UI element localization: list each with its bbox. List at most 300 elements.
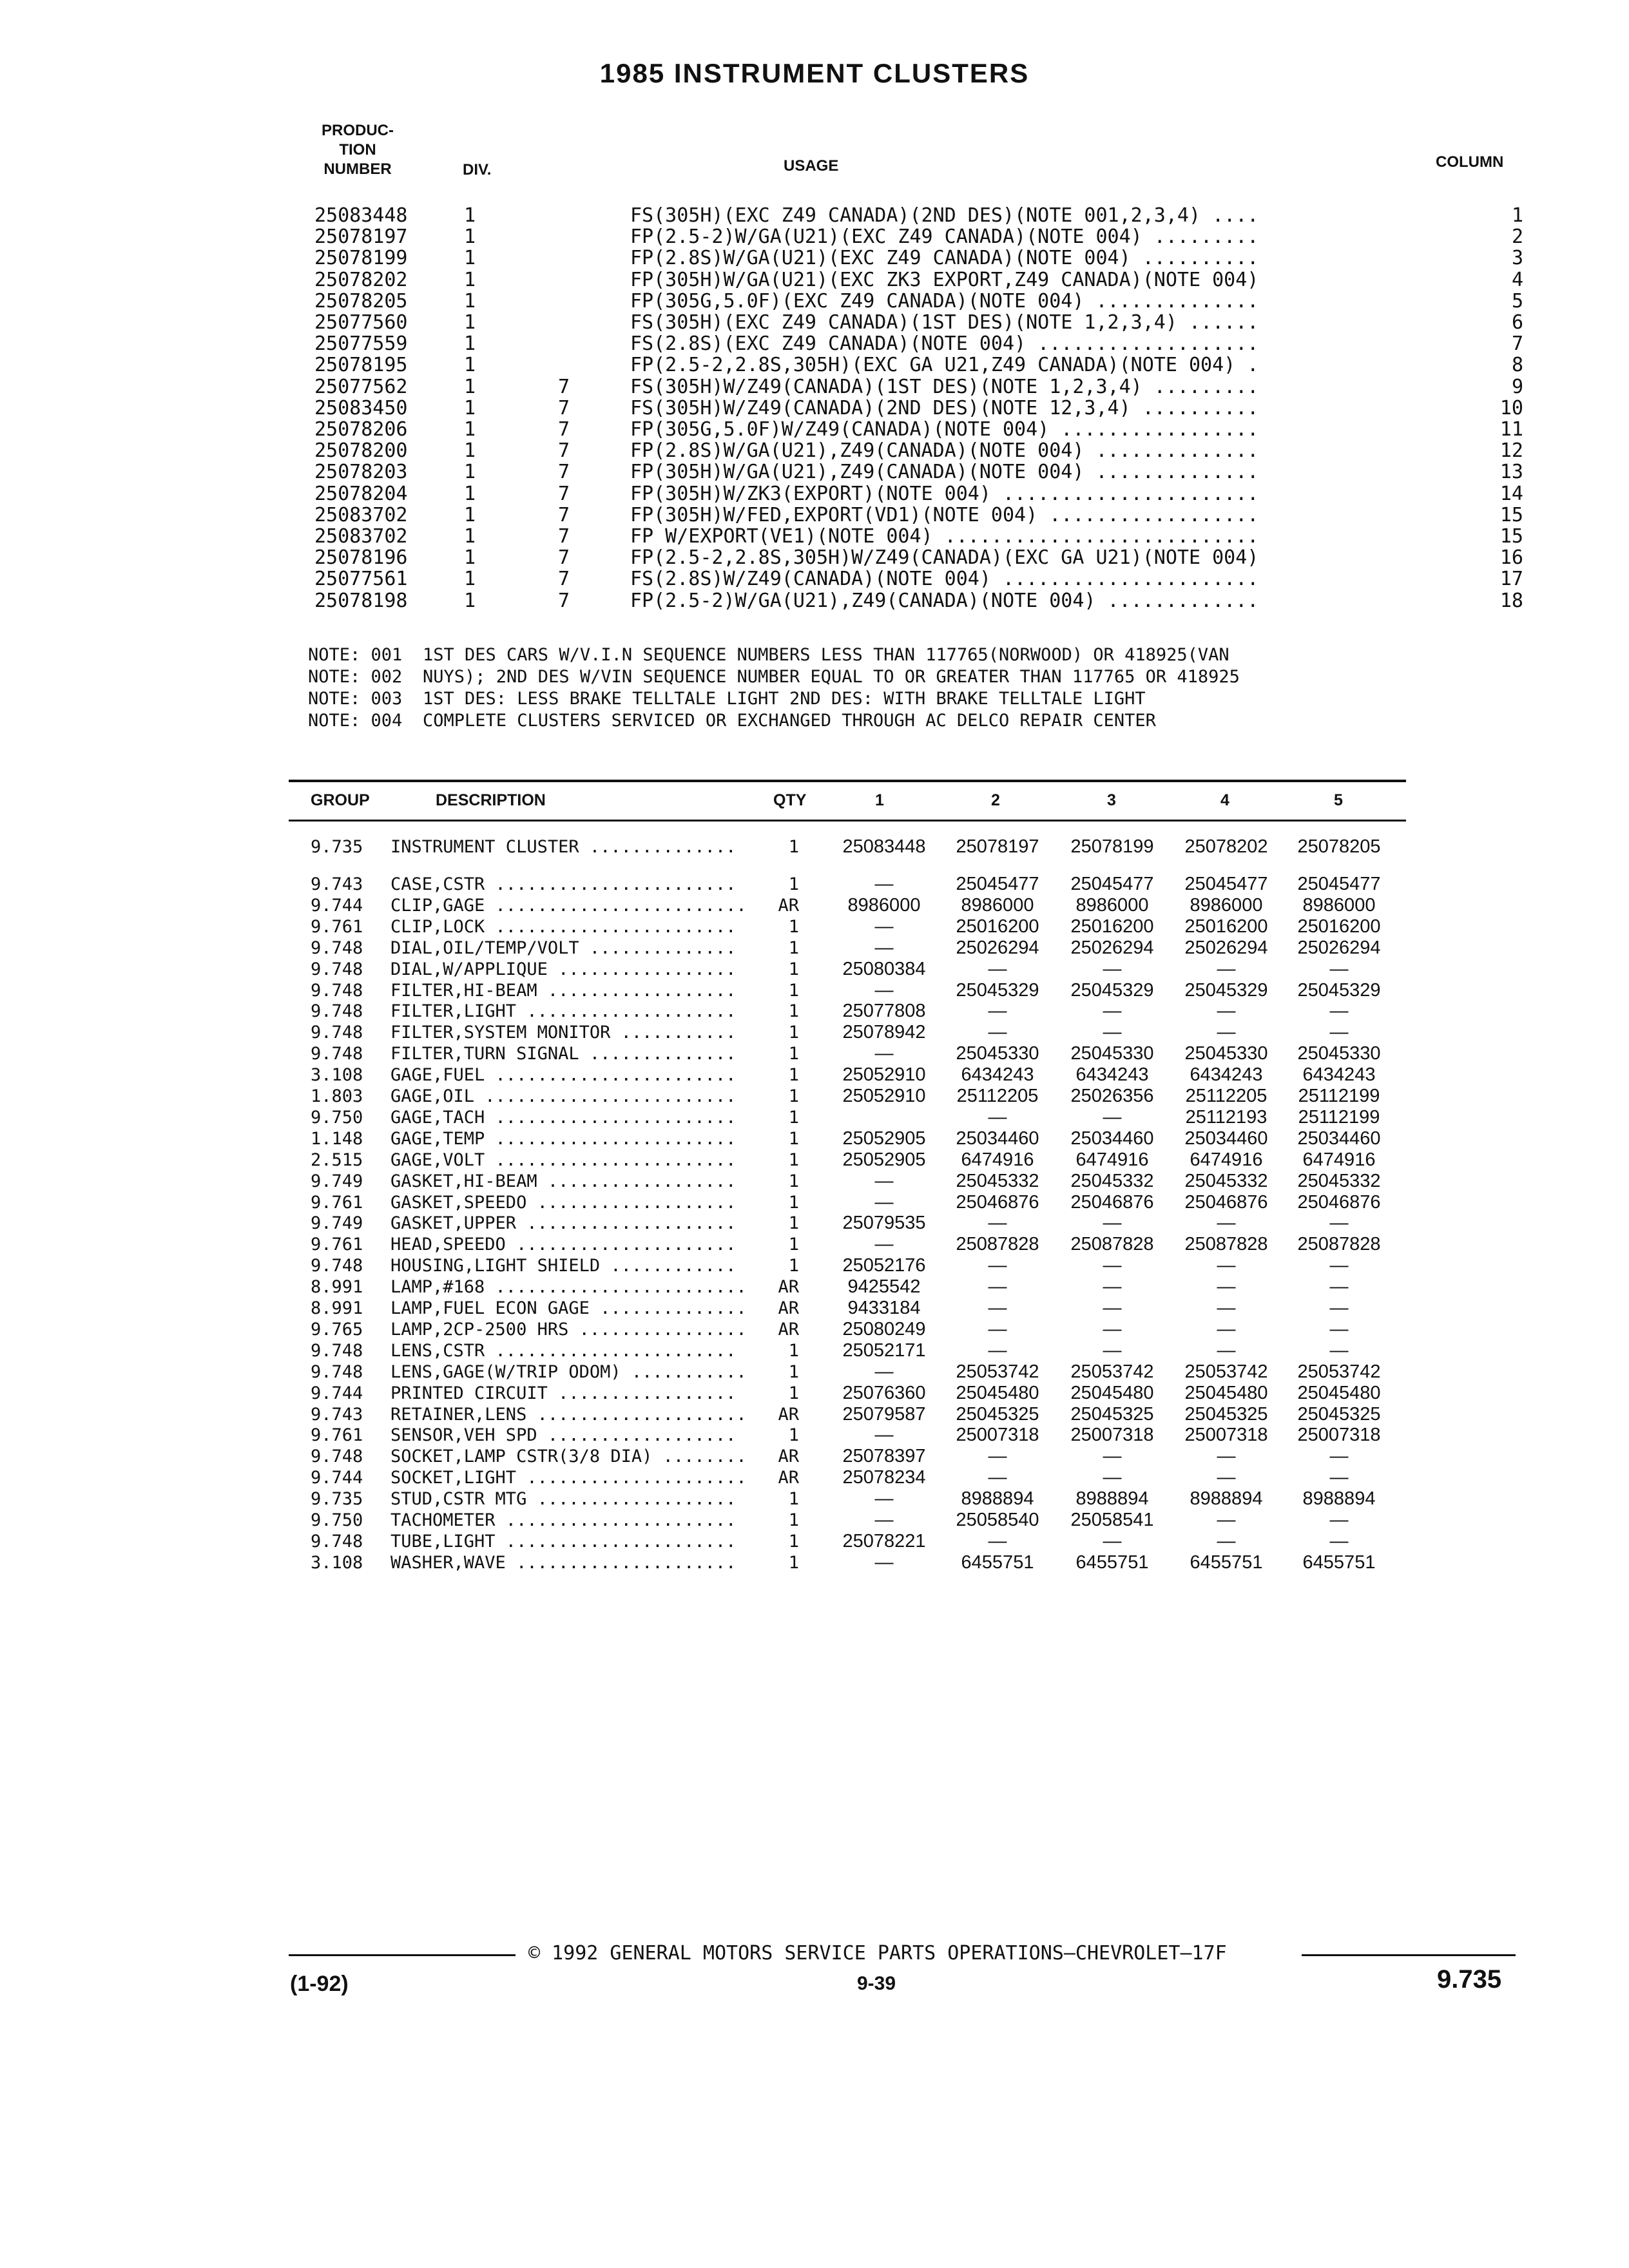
group-number: 9.748	[311, 980, 363, 1001]
production-number: 25078197	[314, 226, 408, 249]
column-4-part: 25045477	[1184, 874, 1268, 894]
part-description: GASKET,HI-BEAM ..................	[390, 1171, 737, 1191]
group-number: 9.761	[311, 1235, 363, 1255]
part-quantity: 1	[788, 837, 799, 857]
footer-page-number: 9-39	[857, 1973, 896, 1994]
usage-text: FS(2.8S)W/Z49(CANADA)(NOTE 004) ......................	[630, 568, 1259, 590]
group-number: 9.748	[311, 1446, 363, 1467]
group-number: 9.735	[311, 837, 363, 857]
group-header: GROUP	[311, 791, 370, 809]
part-quantity: AR	[778, 1404, 799, 1425]
column-3-part: 25045325	[1070, 1403, 1154, 1425]
part-description: FILTER,SYSTEM MONITOR ...........	[390, 1023, 737, 1043]
column-1-part: 25078234	[842, 1467, 926, 1488]
note-text: 1ST DES CARS W/V.I.N SEQUENCE NUMBERS LESS THAN 117765(NORWOOD) OR 418925(VAN	[423, 645, 1229, 665]
group-number: 3.108	[311, 1552, 363, 1573]
column-4-part: 6455751	[1190, 1552, 1263, 1573]
div-secondary: 7	[558, 375, 570, 398]
group-number: 9.748	[311, 1023, 363, 1043]
column-2-part: —	[988, 1106, 1007, 1128]
part-quantity: AR	[778, 1298, 799, 1318]
column-4-part: 6474916	[1190, 1149, 1263, 1170]
column-3-header: 3	[1107, 791, 1116, 809]
column-3-part: —	[1103, 1318, 1122, 1340]
usage-text: FS(305H)W/Z49(CANADA)(1ST DES)(NOTE 1,2,3,4) .........	[630, 376, 1259, 398]
part-description: SOCKET,LIGHT .....................	[390, 1468, 747, 1488]
note-label: NOTE: 002	[308, 667, 403, 687]
part-quantity: 1	[788, 874, 799, 894]
column-4-part: 25053742	[1184, 1361, 1268, 1382]
column-header: COLUMN	[1436, 153, 1504, 171]
column-5-part: 25045325	[1297, 1403, 1381, 1425]
note-text: 1ST DES: LESS BRAKE TELLTALE LIGHT 2ND DES: WITH BRAKE TELLTALE LIGHT	[423, 689, 1146, 709]
production-number-header-line: TION	[339, 141, 376, 159]
column-1-part: 25079535	[842, 1213, 926, 1234]
column-5-part: 25007318	[1297, 1425, 1381, 1446]
group-number: 9.750	[311, 1107, 363, 1128]
column-1-part: 25077808	[842, 1001, 926, 1022]
part-description: DIAL,W/APPLIQUE .................	[390, 959, 737, 979]
column-number: 15	[1499, 503, 1523, 526]
column-5-part: —	[1329, 1276, 1349, 1298]
part-description: CASE,CSTR .......................	[390, 874, 737, 894]
column-5-part: 25045477	[1297, 874, 1381, 894]
column-2-part: 25034460	[956, 1128, 1039, 1149]
column-2-part: —	[988, 1318, 1007, 1340]
group-number: 9.735	[311, 1489, 363, 1510]
column-1-part: 25052171	[842, 1340, 926, 1361]
part-quantity: 1	[788, 1489, 799, 1510]
column-number: 9	[1511, 375, 1523, 398]
column-number: 10	[1499, 396, 1523, 419]
usage-text: FP(2.5-2)W/GA(U21),Z49(CANADA)(NOTE 004) .............	[630, 590, 1259, 611]
column-4-part: 25045325	[1184, 1403, 1268, 1425]
group-number: 9.749	[311, 1213, 363, 1234]
production-number: 25078195	[314, 354, 408, 377]
column-1-part: 9425542	[847, 1276, 921, 1298]
column-2-part: 25058540	[956, 1510, 1039, 1530]
column-5-part: 25016200	[1297, 916, 1381, 937]
part-quantity: 1	[788, 1235, 799, 1255]
column-2-part: —	[988, 1022, 1007, 1043]
column-5-part: —	[1329, 1255, 1349, 1276]
part-description: GAGE,FUEL .......................	[390, 1065, 737, 1086]
column-3-part: —	[1103, 1213, 1122, 1234]
column-number: 8	[1511, 354, 1523, 377]
part-description: GAGE,OIL ........................	[390, 1086, 737, 1106]
group-number: 1.803	[311, 1086, 363, 1106]
column-2-part: 6455751	[961, 1552, 1034, 1573]
column-number: 1	[1511, 204, 1523, 227]
note-label: NOTE: 004	[308, 711, 403, 731]
column-2-part: 25016200	[956, 916, 1039, 937]
column-5-part: —	[1329, 1318, 1349, 1340]
column-5-part: 25045330	[1297, 1043, 1381, 1064]
column-5-part: —	[1329, 958, 1349, 979]
column-4-part: —	[1217, 1001, 1236, 1022]
group-number: 9.761	[311, 1192, 363, 1213]
production-number: 25083702	[314, 525, 408, 548]
column-1-part: 25052176	[842, 1255, 926, 1276]
note-text: NUYS); 2ND DES W/VIN SEQUENCE NUMBER EQUAL TO OR GREATER THAN 117765 OR 418925	[423, 667, 1240, 687]
usage-text: FP(305G,5.0F)W/Z49(CANADA)(NOTE 004) .................	[630, 419, 1259, 440]
column-2-part: 25078197	[956, 836, 1039, 857]
column-2-part: 25046876	[956, 1191, 1039, 1213]
production-number: 25077561	[314, 568, 408, 591]
column-4-header: 4	[1220, 791, 1229, 809]
div-secondary: 7	[558, 482, 570, 505]
div-secondary: 7	[558, 525, 570, 548]
part-quantity: AR	[778, 1319, 799, 1340]
part-description: LAMP,FUEL ECON GAGE ..............	[390, 1298, 747, 1318]
note-label: NOTE: 003	[308, 689, 403, 709]
group-number: 9.761	[311, 1425, 363, 1446]
column-2-part: —	[988, 1276, 1007, 1298]
div: 1	[464, 568, 476, 591]
part-quantity: 1	[788, 1171, 799, 1191]
column-3-part: 6474916	[1075, 1149, 1149, 1170]
column-2-part: 25045332	[956, 1170, 1039, 1191]
part-description: CLIP,GAGE ........................	[390, 895, 747, 916]
part-description: TUBE,LIGHT ......................	[390, 1531, 737, 1552]
part-description: CLIP,LOCK .......................	[390, 916, 737, 937]
column-5-part: —	[1329, 1510, 1349, 1530]
column-4-part: 6434243	[1190, 1064, 1263, 1086]
production-number: 25083450	[314, 396, 408, 419]
part-quantity: 1	[788, 1023, 799, 1043]
column-2-part: —	[988, 1446, 1007, 1467]
column-1-part: 8986000	[847, 894, 921, 916]
production-number: 25078199	[314, 247, 408, 270]
div: 1	[464, 247, 476, 270]
column-1-part: 25078221	[842, 1530, 926, 1552]
group-number: 9.744	[311, 1383, 363, 1403]
part-description: TACHOMETER ......................	[390, 1510, 737, 1530]
group-number: 9.749	[311, 1171, 363, 1191]
column-1-part: 25083448	[842, 836, 926, 857]
div-secondary: 7	[558, 439, 570, 463]
column-number: 15	[1499, 525, 1523, 548]
table-top-rule	[289, 780, 1406, 782]
column-4-part: —	[1217, 1318, 1236, 1340]
column-1-part: 9433184	[847, 1298, 921, 1318]
column-4-part: —	[1217, 1022, 1236, 1043]
part-description: SENSOR,VEH SPD ..................	[390, 1425, 737, 1446]
div: 1	[464, 268, 476, 291]
column-2-part: —	[988, 1001, 1007, 1022]
column-3-part: —	[1103, 1255, 1122, 1276]
column-1-part: —	[874, 1043, 894, 1064]
column-number: 6	[1511, 311, 1523, 334]
div: 1	[464, 503, 476, 526]
group-number: 9.748	[311, 1044, 363, 1064]
column-2-part: 25007318	[956, 1425, 1039, 1446]
part-description: GASKET,UPPER ....................	[390, 1213, 737, 1234]
part-quantity: 1	[788, 1149, 799, 1170]
column-1-part: —	[874, 1191, 894, 1213]
part-description: HEAD,SPEEDO .....................	[390, 1235, 737, 1255]
column-4-part: —	[1217, 1255, 1236, 1276]
column-4-part: 25026294	[1184, 937, 1268, 958]
column-5-part: 25026294	[1297, 937, 1381, 958]
column-1-part: 25078397	[842, 1446, 926, 1467]
column-4-part: —	[1217, 1213, 1236, 1234]
div: 1	[464, 204, 476, 227]
column-1-part: —	[874, 1234, 894, 1255]
production-number: 25077560	[314, 311, 408, 334]
production-number-header-line: NUMBER	[323, 160, 392, 178]
column-5-part: 25087828	[1297, 1234, 1381, 1255]
column-4-part: 25045329	[1184, 979, 1268, 1001]
column-3-part: 8986000	[1075, 894, 1149, 916]
column-5-part: 6474916	[1302, 1149, 1376, 1170]
column-1-part: 25078942	[842, 1022, 926, 1043]
usage-text: FP(305H)W/FED,EXPORT(VD1)(NOTE 004) ..................	[630, 504, 1259, 526]
column-4-part: 8988894	[1190, 1488, 1263, 1510]
div: 1	[464, 461, 476, 484]
part-description: LENS,GAGE(W/TRIP ODOM) ...........	[390, 1361, 747, 1382]
column-3-part: 25045480	[1070, 1382, 1154, 1403]
usage-text: FP(2.5-2,2.8S,305H)W/Z49(CANADA)(EXC GA U21)(NOTE 004)	[630, 547, 1259, 569]
column-3-part: 25045329	[1070, 979, 1154, 1001]
column-number: 12	[1499, 439, 1523, 463]
usage-text: FS(305H)W/Z49(CANADA)(2ND DES)(NOTE 12,3,4) ..........	[630, 397, 1259, 419]
column-2-part: —	[988, 1213, 1007, 1234]
column-3-part: 25058541	[1070, 1510, 1154, 1530]
part-description: PRINTED CIRCUIT .................	[390, 1383, 737, 1403]
column-number: 11	[1499, 418, 1523, 441]
column-4-part: —	[1217, 1446, 1236, 1467]
div: 1	[464, 396, 476, 419]
part-quantity: 1	[788, 1107, 799, 1128]
div: 1	[464, 375, 476, 398]
column-1-part: —	[874, 916, 894, 937]
column-number: 7	[1511, 332, 1523, 356]
part-description: STUD,CSTR MTG ...................	[390, 1489, 737, 1510]
column-2-part: 25045330	[956, 1043, 1039, 1064]
group-number: 2.515	[311, 1149, 363, 1170]
usage-text: FP(2.8S)W/GA(U21),Z49(CANADA)(NOTE 004) ..............	[630, 440, 1259, 462]
footer-rule-right	[1302, 1954, 1516, 1956]
div-secondary: 7	[558, 396, 570, 419]
column-number: 2	[1511, 226, 1523, 249]
column-3-part: 25087828	[1070, 1234, 1154, 1255]
column-5-part: 8988894	[1302, 1488, 1376, 1510]
group-number: 8.991	[311, 1298, 363, 1318]
column-4-part: 25045330	[1184, 1043, 1268, 1064]
group-number: 9.748	[311, 959, 363, 979]
part-description: SOCKET,LAMP CSTR(3/8 DIA) ........	[390, 1446, 747, 1467]
footer-group-number: 9.735	[1437, 1965, 1502, 1994]
column-4-part: —	[1217, 1467, 1236, 1488]
group-number: 9.750	[311, 1510, 363, 1530]
column-1-part: 25052910	[842, 1064, 926, 1086]
column-4-part: 25045480	[1184, 1382, 1268, 1403]
part-quantity: AR	[778, 1468, 799, 1488]
production-number: 25077559	[314, 332, 408, 356]
column-4-part: —	[1217, 1340, 1236, 1361]
column-2-part: 25045477	[956, 874, 1039, 894]
production-number: 25083448	[314, 204, 408, 227]
note	[308, 644, 1240, 666]
part-description: GAGE,VOLT .......................	[390, 1149, 737, 1170]
production-number: 25078206	[314, 418, 408, 441]
usage-text: FP(2.5-2)W/GA(U21)(EXC Z49 CANADA)(NOTE 004) .........	[630, 226, 1259, 248]
column-number: 18	[1499, 589, 1523, 612]
usage-text: FP(305H)W/GA(U21)(EXC ZK3 EXPORT,Z49 CANADA)(NOTE 004)	[630, 269, 1259, 291]
part-description: WASHER,WAVE .....................	[390, 1552, 737, 1573]
part-quantity: 1	[788, 937, 799, 958]
column-4-part: —	[1217, 1530, 1236, 1552]
column-1-part: —	[874, 1170, 894, 1191]
div: 1	[464, 482, 476, 505]
column-4-part: 25087828	[1184, 1234, 1268, 1255]
column-5-part: 25078205	[1297, 836, 1381, 857]
production-number: 25078204	[314, 482, 408, 505]
column-1-part: —	[874, 1488, 894, 1510]
production-number-header	[309, 121, 406, 179]
part-quantity: 1	[788, 1425, 799, 1446]
note	[308, 710, 1240, 732]
notes	[308, 644, 1240, 732]
usage-text: FS(2.8S)(EXC Z49 CANADA)(NOTE 004) ...................	[630, 333, 1259, 355]
column-4-part: 25112205	[1185, 1086, 1268, 1106]
div: 1	[464, 226, 476, 249]
part-description: FILTER,LIGHT ....................	[390, 1001, 737, 1022]
group-number: 9.761	[311, 916, 363, 937]
part-description: FILTER,HI-BEAM ..................	[390, 980, 737, 1001]
column-3-part: —	[1103, 1106, 1122, 1128]
column-2-part: 25045325	[956, 1403, 1039, 1425]
usage-text: FP(305H)W/GA(U21),Z49(CANADA)(NOTE 004) ..............	[630, 461, 1259, 483]
group-number: 9.744	[311, 895, 363, 916]
column-number: 4	[1511, 268, 1523, 291]
production-number: 25078202	[314, 268, 408, 291]
group-number: 9.748	[311, 1361, 363, 1382]
part-quantity: AR	[778, 1446, 799, 1467]
part-description: FILTER,TURN SIGNAL ..............	[390, 1044, 737, 1064]
usage-text: FS(305H)(EXC Z49 CANADA)(1ST DES)(NOTE 1,2,3,4) ......	[630, 312, 1259, 333]
div: 1	[464, 525, 476, 548]
part-quantity: 1	[788, 916, 799, 937]
column-2-part: 25087828	[956, 1234, 1039, 1255]
column-2-part: 6474916	[961, 1149, 1034, 1170]
div-secondary: 7	[558, 461, 570, 484]
note	[308, 666, 1240, 688]
part-quantity: AR	[778, 895, 799, 916]
column-number: 14	[1499, 482, 1523, 505]
part-quantity: 1	[788, 1383, 799, 1403]
column-3-part: 25045330	[1070, 1043, 1154, 1064]
column-4-part: 25034460	[1184, 1128, 1268, 1149]
column-4-part: 25078202	[1184, 836, 1268, 857]
column-4-part: 25016200	[1184, 916, 1268, 937]
column-1-header: 1	[875, 791, 884, 809]
column-5-part: —	[1329, 1340, 1349, 1361]
column-1-part: —	[874, 979, 894, 1001]
part-description: INSTRUMENT CLUSTER ..............	[390, 837, 737, 857]
column-4-part: 8986000	[1190, 894, 1263, 916]
column-2-part: —	[988, 1255, 1007, 1276]
column-3-part: 25045332	[1070, 1170, 1154, 1191]
column-3-part: —	[1103, 1446, 1122, 1467]
footer-date: (1-92)	[290, 1972, 349, 1996]
column-2-part: 6434243	[961, 1064, 1034, 1086]
column-4-part: —	[1217, 1510, 1236, 1530]
part-quantity: 1	[788, 1361, 799, 1382]
column-4-part: —	[1217, 958, 1236, 979]
column-3-part: 25016200	[1070, 916, 1154, 937]
part-quantity: 1	[788, 980, 799, 1001]
part-description: GAGE,TACH .......................	[390, 1107, 737, 1128]
production-number: 25078203	[314, 461, 408, 484]
column-3-part: 6455751	[1075, 1552, 1149, 1573]
part-quantity: 1	[788, 1531, 799, 1552]
note	[308, 688, 1240, 710]
column-5-part: —	[1329, 1298, 1349, 1318]
part-quantity: 1	[788, 1510, 799, 1530]
group-number: 9.748	[311, 1256, 363, 1276]
column-5-part: 25046876	[1297, 1191, 1381, 1213]
part-quantity: 1	[788, 1001, 799, 1022]
column-5-part: —	[1329, 1022, 1349, 1043]
column-4-part: 25112193	[1185, 1106, 1268, 1128]
table-header-rule	[289, 820, 1406, 822]
column-2-header: 2	[991, 791, 1000, 809]
column-number: 5	[1511, 289, 1523, 312]
footer-rule-left	[289, 1954, 516, 1956]
column-3-part: 25053742	[1070, 1361, 1154, 1382]
part-quantity: 1	[788, 1065, 799, 1086]
usage-text: FP(305H)W/ZK3(EXPORT)(NOTE 004) ......................	[630, 483, 1259, 505]
part-quantity: 1	[788, 1552, 799, 1573]
column-5-part: 25045332	[1297, 1170, 1381, 1191]
column-3-part: —	[1103, 1276, 1122, 1298]
column-3-part: 25026294	[1070, 937, 1154, 958]
column-1-part: 25076360	[842, 1382, 926, 1403]
column-2-part: 25045480	[956, 1382, 1039, 1403]
column-3-part: 25046876	[1070, 1191, 1154, 1213]
column-5-part: —	[1329, 1530, 1349, 1552]
column-2-part: 25112205	[956, 1086, 1039, 1106]
column-2-part: —	[988, 1298, 1007, 1318]
part-quantity: 1	[788, 1086, 799, 1106]
production-number-header-line: PRODUC-	[322, 122, 394, 139]
column-5-part: 25053742	[1297, 1361, 1381, 1382]
column-4-part: 25007318	[1184, 1425, 1268, 1446]
div: 1	[464, 311, 476, 334]
column-5-part: 25045480	[1297, 1382, 1381, 1403]
column-3-part: —	[1103, 1467, 1122, 1488]
column-4-part: 25045332	[1184, 1170, 1268, 1191]
div-secondary: 7	[558, 546, 570, 570]
div: 1	[464, 354, 476, 377]
column-1-part: 25052910	[842, 1086, 926, 1106]
column-5-part: 25034460	[1297, 1128, 1381, 1149]
div: 1	[464, 439, 476, 463]
div: 1	[464, 289, 476, 312]
column-1-part: 25079587	[842, 1403, 926, 1425]
group-number: 9.743	[311, 874, 363, 894]
part-quantity: 1	[788, 1044, 799, 1064]
usage-text: FS(305H)(EXC Z49 CANADA)(2ND DES)(NOTE 001,2,3,4) ....	[630, 205, 1259, 226]
column-4-part: —	[1217, 1276, 1236, 1298]
usage-text: FP W/EXPORT(VE1)(NOTE 004) ...........................	[630, 526, 1259, 547]
column-1-part: —	[874, 1361, 894, 1382]
column-1-part: 25052905	[842, 1128, 926, 1149]
column-1-part: —	[874, 937, 894, 958]
column-2-part: 25045329	[956, 979, 1039, 1001]
